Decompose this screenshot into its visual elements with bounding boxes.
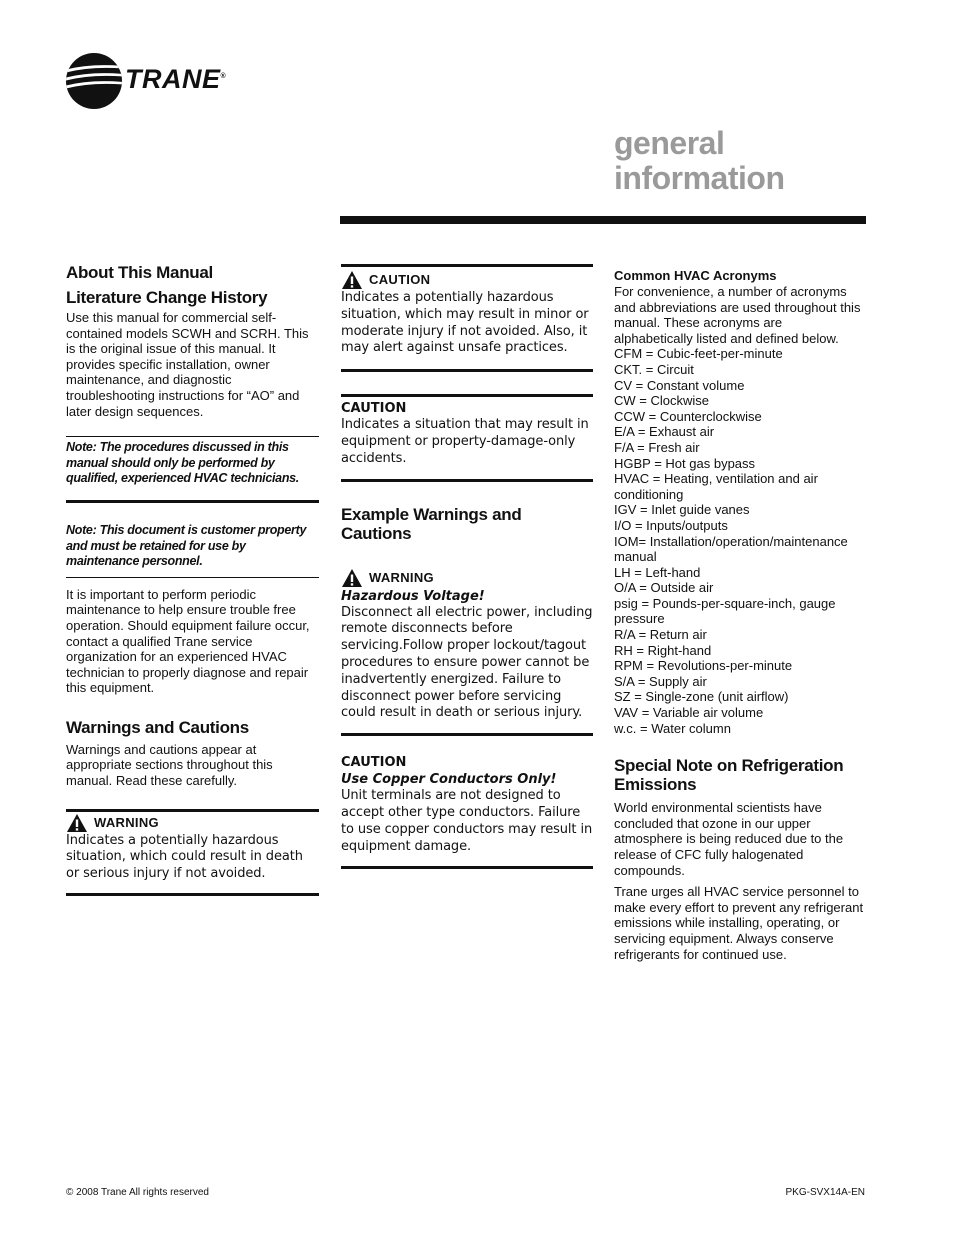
warning-triangle-icon bbox=[66, 813, 88, 833]
acronym-item: psig = Pounds-per-square-inch, gauge pressure bbox=[614, 595, 836, 627]
about-heading: About This Manual bbox=[66, 263, 213, 282]
divider bbox=[66, 500, 319, 503]
example-heading: Example Warnings and Cautions bbox=[341, 504, 522, 543]
acronym-item: CKT. = Circuit bbox=[614, 361, 694, 377]
column-middle bbox=[341, 264, 593, 869]
warning-text: Indicates a potentially hazardous situation, which could result in death or serious injury if not avoided. bbox=[66, 832, 303, 882]
warning-triangle-icon bbox=[341, 568, 363, 588]
acronym-item: CW = Clockwise bbox=[614, 393, 709, 409]
footer-doc-id: PKG-SVX14A-EN bbox=[785, 1187, 865, 1198]
refrigeration-text-2: Trane urges all HVAC service personnel to make every effort to prevent any refrigerant emissions while installing, operating, or servicing equipment. Always conserve refrigerants for continued use. bbox=[614, 884, 864, 962]
divider bbox=[341, 866, 593, 869]
about-text: Use this manual for commercial self-contained models SCWH and SCRH. This is the original issue of this manual. It provides specific installation, owner maintenance, and diagnostic troubleshooting instructions for “AO” and later design sequences. bbox=[66, 310, 309, 419]
acronym-item: F/A = Fresh air bbox=[614, 439, 700, 455]
caution-label: CAUTION bbox=[341, 755, 407, 771]
acronym-item: VAV = Variable air volume bbox=[614, 705, 764, 721]
divider bbox=[341, 733, 593, 736]
trane-logo-wordmark: TRANE® bbox=[125, 64, 227, 94]
acronym-item: R/A = Return air bbox=[614, 627, 707, 643]
acronym-item: RPM = Revolutions-per-minute bbox=[614, 658, 793, 674]
caution-text: Indicates a potentially hazardous situation, which may result in minor or moderate injury if not avoided. Also, it may alert against unsafe practices. bbox=[341, 290, 589, 356]
divider bbox=[66, 809, 319, 812]
divider bbox=[66, 577, 319, 578]
divider bbox=[341, 394, 593, 397]
divider bbox=[66, 436, 319, 437]
warning-triangle-icon bbox=[341, 270, 363, 290]
warning-label: WARNING bbox=[66, 813, 319, 833]
divider bbox=[66, 893, 319, 896]
warning-subtitle: Hazardous Voltage! bbox=[341, 588, 485, 604]
divider bbox=[341, 369, 593, 372]
refrigeration-text-1: World environmental scientists have concluded that ozone in our upper atmosphere is being reduced due to the release of CFC fully halogenated compounds. bbox=[614, 800, 844, 878]
acronym-item: CV = Constant volume bbox=[614, 377, 745, 393]
acronym-item: CFM = Cubic-feet-per-minute bbox=[614, 346, 783, 362]
column-right bbox=[614, 268, 864, 962]
caution-subtitle: Use Copper Conductors Only! bbox=[341, 772, 557, 788]
note-qualified-technicians: Note: The procedures discussed in this manual should only be performed by qualified, experienced HVAC technicians. bbox=[66, 440, 299, 486]
acronym-item: I/O = Inputs/outputs bbox=[614, 517, 728, 533]
title-rule bbox=[340, 216, 866, 224]
acronym-item: IOM= Installation/operation/maintenance manual bbox=[614, 533, 848, 565]
acronym-item: LH = Left-hand bbox=[614, 564, 701, 580]
acronym-item: RH = Right-hand bbox=[614, 642, 712, 658]
column-left bbox=[66, 260, 319, 896]
acronym-item: HVAC = Heating, ventilation and air conditioning bbox=[614, 471, 818, 502]
maintenance-text: It is important to perform periodic maintenance to help ensure trouble free operation. Should equipment failure occur, contact a qualified Trane service organization for an experienced HVAC technician to properly diagnose and repair this equipment. bbox=[66, 586, 310, 696]
acronym-list bbox=[614, 346, 864, 736]
acronym-item: SZ = Single-zone (unit airflow) bbox=[614, 689, 789, 705]
acronym-item: CCW = Counterclockwise bbox=[614, 408, 762, 424]
caution-text: Unit terminals are not designed to accept other type conductors. Failure to use copper conductors may result in equipment damage. bbox=[341, 788, 593, 854]
caution-label: CAUTION bbox=[341, 270, 593, 290]
divider bbox=[341, 479, 593, 482]
warnings-heading: Warnings and Cautions bbox=[66, 717, 249, 737]
caution-label: CAUTION bbox=[341, 401, 407, 417]
note-customer-property: Note: This document is customer property and must be retained for use by maintenance personnel. bbox=[66, 522, 307, 569]
acronym-item: IGV = Inlet guide vanes bbox=[614, 502, 750, 518]
warning-text: Disconnect all electric power, including remote disconnects before servicing.Follow proper lockout/tagout procedures to ensure power cannot be inadvertently energized. Failure to disconnect power before servicing could result in death or serious injury. bbox=[341, 604, 593, 721]
trane-logo-mark-icon bbox=[66, 53, 122, 109]
acronym-item: O/A = Outside air bbox=[614, 580, 714, 596]
caution-text: Indicates a situation that may result in equipment or property-damage-only accidents. bbox=[341, 417, 589, 466]
refrigeration-heading: Special Note on Refrigeration Emissions bbox=[614, 756, 844, 795]
acronyms-heading: Common HVAC Acronyms bbox=[614, 268, 777, 283]
section-title: general information bbox=[614, 125, 785, 196]
acronyms-intro: For convenience, a number of acronyms and abbreviations are used throughout this manual. These acronyms are alphabetically listed and defined below. bbox=[614, 284, 861, 346]
footer-copyright: © 2008 Trane All rights reserved bbox=[66, 1187, 209, 1198]
literature-heading: Literature Change History bbox=[66, 288, 268, 307]
warnings-text: Warnings and cautions appear at appropriate sections throughout this manual. Read these carefully. bbox=[66, 741, 273, 789]
acronym-item: E/A = Exhaust air bbox=[614, 424, 715, 440]
acronym-item: HGBP = Hot gas bypass bbox=[614, 455, 756, 471]
acronym-item: S/A = Supply air bbox=[614, 673, 707, 689]
acronym-item: w.c. = Water column bbox=[614, 720, 731, 736]
divider bbox=[341, 264, 593, 267]
warning-label: WARNING bbox=[341, 568, 593, 588]
